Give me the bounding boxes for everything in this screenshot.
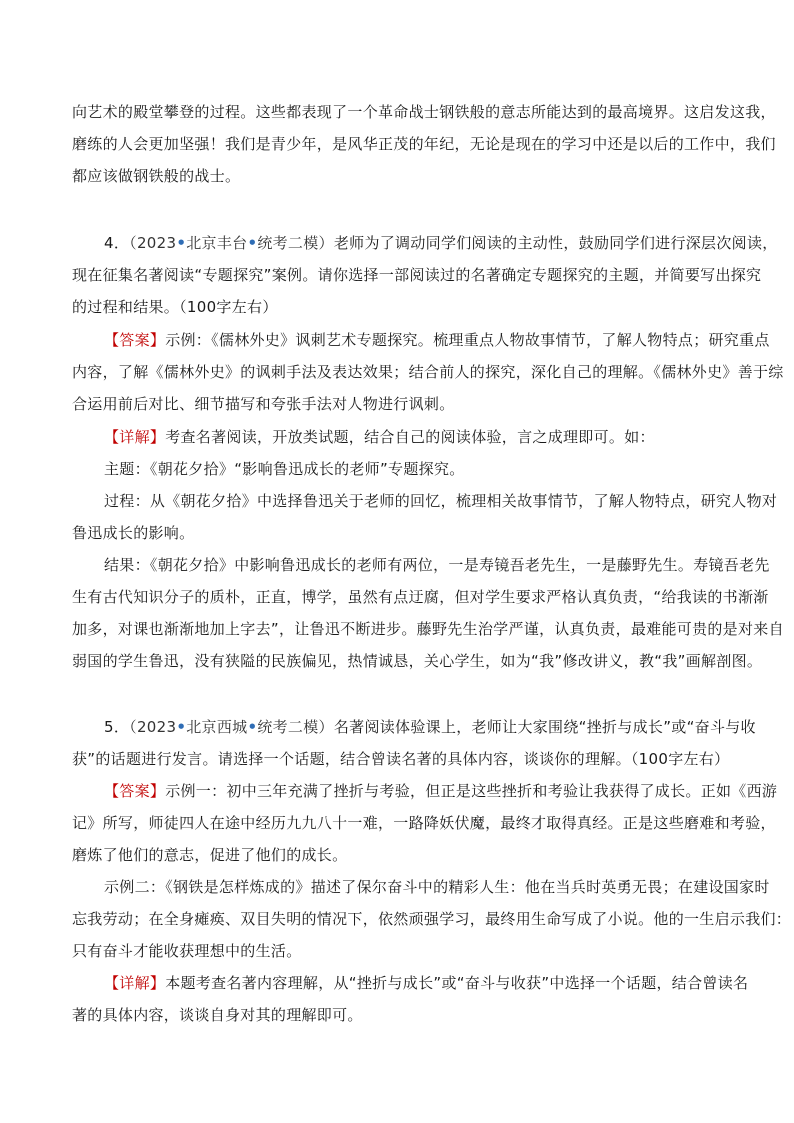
q5-answer-first (104, 779, 777, 803)
intro-line-1: 向艺术的殿堂攀登的过程。这些都表现了一个革命战士钢铁般的意志所能达到的最高境界。这启发这我， (72, 103, 776, 121)
q4-answer-line: 内容，了解《儒林外史》的讽刺手法及表达效果；结合前人的探究，深化自己的理解。《儒林外史》善于综 (72, 363, 784, 381)
q5-answer-line: 磨炼了他们的意志，促进了他们的成长。 (72, 846, 348, 864)
q4-theme: 主题：《朝花夕拾》“影响鲁迅成长的老师”专题探究。 (104, 460, 465, 478)
q5-answer-text: 示例一：初中三年充满了挫折与考验，但正是这些挫折和考验让我获得了成长。正如《西游 (165, 782, 778, 800)
q4-result-line: 加多，对课也渐渐地加上字去”，让鲁迅不断进步。藤野先生治学严谨，认真负责，最难能可贵的是对来自 (72, 620, 784, 638)
q5-source-exam: 统考二模） (257, 718, 334, 736)
q4-detail-tag: 【详解】 (104, 428, 166, 446)
q5-source-city: 北京西城 (186, 718, 248, 736)
q4-answer-tag: 【答案】 (104, 331, 166, 349)
q4-result-line: 弱国的学生鲁迅，没有狭隘的民族偏见，热情诚恳，关心学生，如为“我”修改讲义，教“我”画解剖图。 (72, 652, 763, 670)
q4-detail-text: 考查名著阅读，开放类试题，结合自己的阅读体验，言之成理即可。如： (165, 428, 655, 446)
q5-answer-tag: 【答案】 (104, 782, 166, 800)
q5-example2-line: 只有奋斗才能收获理想中的生活。 (72, 942, 302, 960)
q4-source-city: 北京丰台 (186, 234, 248, 252)
q5-example2-first: 示例二：《钢铁是怎样炼成的》描述了保尔奋斗中的精彩人生：他在当兵时英勇无畏；在建设国家时 (104, 878, 770, 896)
q5-source-year: （2023 (129, 718, 177, 736)
intro-line-3: 都应该做钢铁般的战士。 (72, 167, 241, 185)
q5-stem-first (104, 715, 756, 739)
q4-result-line: 生有古代知识分子的质朴，正直，博学，虽然有点迂腐，但对学生要求严格认真负责，“给我读的书渐渐 (72, 588, 769, 606)
q5-example2-line: 忘我劳动；在全身瘫痪、双目失明的情况下，依然顽强学习，最终用生命写成了小说。他的一生启示我们： (72, 910, 792, 928)
intro-line-2: 磨练的人会更加坚强！我们是青少年，是风华正茂的年纪，无论是现在的学习中还是以后的工作中，我们 (72, 135, 776, 153)
q4-process-line: 鲁迅成长的影响。 (72, 524, 195, 542)
q4-number: 4． (104, 234, 130, 252)
q5-stem-line: 获”的话题进行发言。请选择一个话题，结合曾读名著的具体内容，谈谈你的理解。（100字左右） (72, 750, 730, 768)
q5-detail-text: 本题考查名著内容理解，从“挫折与成长”或“奋斗与收获”中选择一个话题，结合曾读名 (165, 974, 749, 992)
q4-dot-2: • (247, 234, 258, 252)
q4-stem-line: 的过程和结果。（100字左右） (72, 298, 278, 316)
q4-detail-first (104, 425, 655, 449)
q4-answer-text: 示例：《儒林外史》讽刺艺术专题探究。梳理重点人物故事情节，了解人物特点；研究重点 (165, 331, 770, 349)
q5-answer-line: 记》所写，师徒四人在途中经历九九八十一难，一路降妖伏魔，最终才取得真经。正是这些磨难和考验， (72, 814, 776, 832)
q4-answer-first (104, 328, 770, 352)
q5-number: 5． (104, 718, 130, 736)
q4-process-first: 过程：从《朝花夕拾》中选择鲁迅关于老师的回忆，梳理相关故事情节，了解人物特点，研究人物对 (104, 492, 778, 510)
q5-dot-2: • (247, 718, 258, 736)
q4-source-year: （2023 (129, 234, 177, 252)
q5-dot-1: • (176, 718, 187, 736)
q4-answer-line: 合运用前后对比、细节描写和夸张手法对人物进行讽刺。 (72, 395, 455, 413)
q4-result-first: 结果：《朝花夕拾》中影响鲁迅成长的老师有两位，一是寿镜吾老先生，一是藤野先生。寿镜吾老先 (104, 556, 770, 574)
q4-stem-text: 老师为了调动同学们阅读的主动性，鼓励同学们进行深层次阅读， (333, 234, 778, 252)
q5-stem-text: 名著阅读体验课上，老师让大家围绕“挫折与成长”或“奋斗与收 (333, 718, 756, 736)
q4-stem-line: 现在征集名著阅读“专题探究”案例。请你选择一部阅读过的名著确定专题探究的主题，并简要写出探究 (72, 266, 762, 284)
q4-stem-first (104, 231, 778, 255)
q5-detail-line: 著的具体内容，谈谈自身对其的理解即可。 (72, 1006, 363, 1024)
q4-dot-1: • (176, 234, 187, 252)
q4-source-exam: 统考二模） (257, 234, 334, 252)
q5-detail-tag: 【详解】 (104, 974, 166, 992)
q5-detail-first (104, 971, 748, 995)
